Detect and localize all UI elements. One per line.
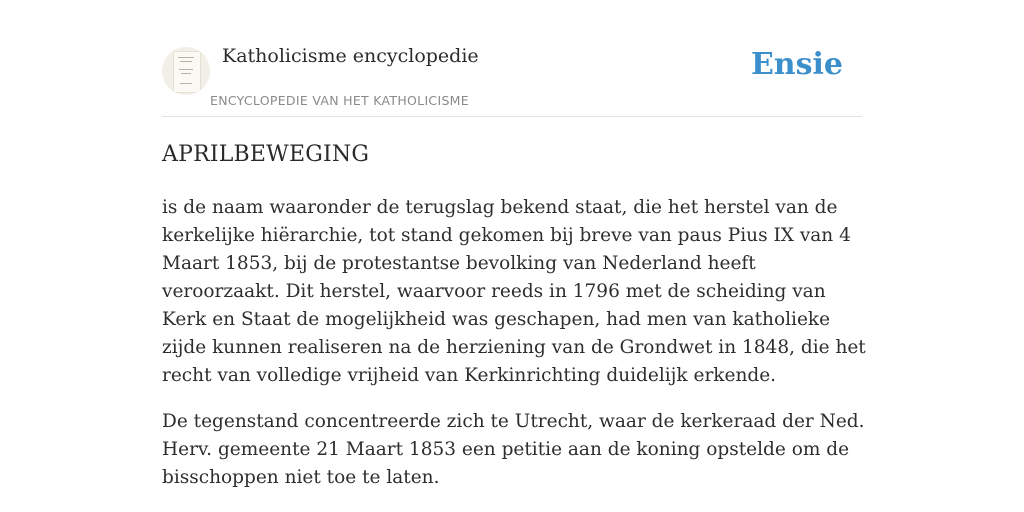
- article: [162, 140, 868, 510]
- book-cover-icon[interactable]: [162, 47, 210, 95]
- article-paragraph: De tegenstand concentreerde zich te Utrecht, waar de kerkeraad der Ned. Herv. gemeente 21 Maart 1853 een petitie aan de koning opstelde om de bisschoppen niet toe te laten.: [162, 411, 865, 488]
- ensie-logo-link[interactable]: Ensie: [750, 47, 843, 82]
- book-subtitle: ENCYCLOPEDIE VAN HET KATHOLICISME: [210, 93, 469, 108]
- cover-line: [181, 73, 191, 74]
- article-paragraph: is de naam waaronder de terugslag bekend staat, die het herstel van de kerkelijke hiërarchie, tot stand gekomen bij breve van paus Pius IX van 4 Maart 1853, bij de protestantse bevolking van Nederland heeft veroorzaakt. Dit herstel, waarvoor reeds in 1796 met de scheiding van Kerk en Staat de mogelijkheid was geschapen, had men van katholieke zijde kunnen realiseren na de herziening van de Grondwet in 1848, die het recht van volledige vrijheid van Kerkinrichting duidelijk erkende.: [162, 197, 866, 386]
- entry-title: APRILBEWEGING: [162, 142, 370, 167]
- cover-line: [180, 83, 192, 84]
- cover-line: [179, 69, 193, 70]
- book-title[interactable]: Katholicisme encyclopedie: [222, 45, 479, 67]
- encyclopedia-header: [162, 0, 862, 117]
- cover-page: [173, 51, 201, 93]
- cover-line: [180, 61, 192, 62]
- cover-line: [178, 57, 194, 58]
